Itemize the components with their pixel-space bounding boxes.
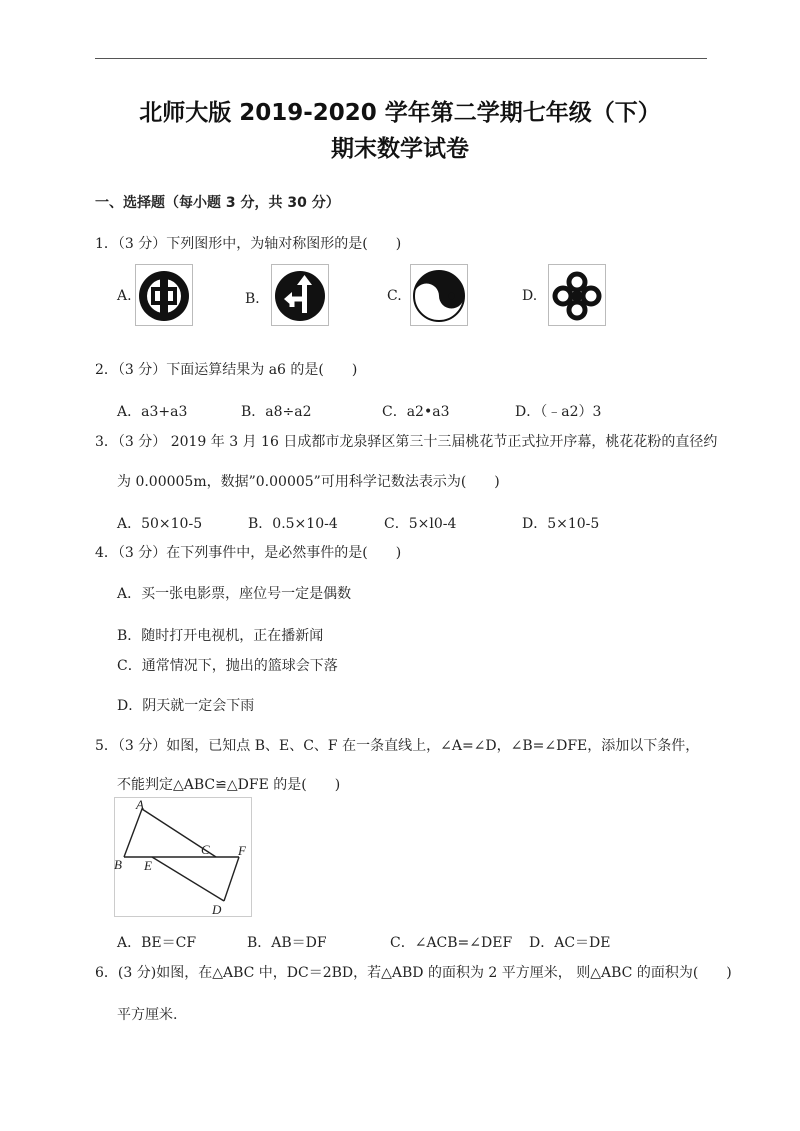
q4-option-d: D．阴天就一定会下雨 <box>117 698 255 714</box>
q1-option-b-figure <box>271 264 329 326</box>
q1-option-c-figure <box>410 264 468 326</box>
section-heading: 一、选择题（每小题 3 分，共 30 分） <box>95 195 340 211</box>
q5-label-f: F <box>238 843 246 858</box>
q2-option-c: C．a2•a3 <box>382 404 450 420</box>
header-rule <box>95 58 707 59</box>
question-3-line-1: 3．（3 分） 2019 年 3 月 16 日成都市龙泉驿区第三十三届桃花节正式拉开序幕，桃花花粉的直径约 <box>95 434 718 450</box>
question-2-text: 2．（3 分）下面运算结果为 a6 的是( ) <box>95 362 358 378</box>
q3-option-b: B．0.5×10-4 <box>248 516 338 532</box>
q5-option-c: C．∠ACB=∠DEF <box>390 935 513 951</box>
q3-option-a: A．50×10-5 <box>117 516 203 532</box>
q2-option-b: B．a8÷a2 <box>241 404 312 420</box>
q2-option-d: D．（﹣a2）3 <box>515 404 602 420</box>
q3-option-d: D．5×10-5 <box>522 516 600 532</box>
q4-option-b: B．随时打开电视机，正在播新闻 <box>117 628 324 644</box>
page-subtitle: 期末数学试卷 <box>331 136 469 162</box>
question-6-line-2: 平方厘米. <box>117 1007 178 1023</box>
q1-option-d-label: D. <box>522 288 538 304</box>
question-3-line-2: 为 0.00005m，数据”0.00005”可用科学记数法表示为( ) <box>117 474 500 490</box>
q3-option-c: C．5×l0-4 <box>384 516 457 532</box>
q5-option-d: D．AC＝DE <box>529 935 611 951</box>
question-5-line-2: 不能判定△ABC≌△DFE 的是( ) <box>117 777 341 793</box>
page-title: 北师大版 2019-2020 学年第二学期七年级（下） <box>139 100 661 126</box>
q5-label-b: B <box>114 857 122 872</box>
q1-option-d-figure <box>548 264 606 326</box>
q5-figure <box>114 797 252 917</box>
q1-option-c-label: C. <box>387 288 402 304</box>
question-1-text: 1．（3 分）下列图形中，为轴对称图形的是( ) <box>95 236 402 252</box>
q5-label-c: C <box>201 842 210 857</box>
q4-option-a: A．买一张电影票，座位号一定是偶数 <box>117 586 352 602</box>
q1-option-a-label: A. <box>117 288 132 304</box>
q1-option-a-figure <box>135 264 193 326</box>
question-4-text: 4．（3 分）在下列事件中，是必然事件的是( ) <box>95 545 402 561</box>
question-6-line-1: 6．(3 分)如图，在△ABC 中，DC＝2BD，若△ABD 的面积为 2 平方厘米， 则△ABC 的面积为( ) <box>95 965 732 981</box>
q5-option-a: A．BE＝CF <box>117 935 197 951</box>
q4-option-c: C．通常情况下，抛出的篮球会下落 <box>117 658 338 674</box>
q5-option-b: B．AB＝DF <box>247 935 327 951</box>
question-5-line-1: 5．（3 分）如图，已知点 B、E、C、F 在一条直线上，∠A=∠D，∠B=∠DFE，添加以下条件， <box>95 738 700 754</box>
q5-label-a: A <box>136 797 144 812</box>
q5-label-e: E <box>144 858 152 873</box>
q5-label-d: D <box>212 902 222 917</box>
q1-option-b-label: B． <box>245 291 270 307</box>
q2-option-a: A．a3+a3 <box>117 404 188 420</box>
